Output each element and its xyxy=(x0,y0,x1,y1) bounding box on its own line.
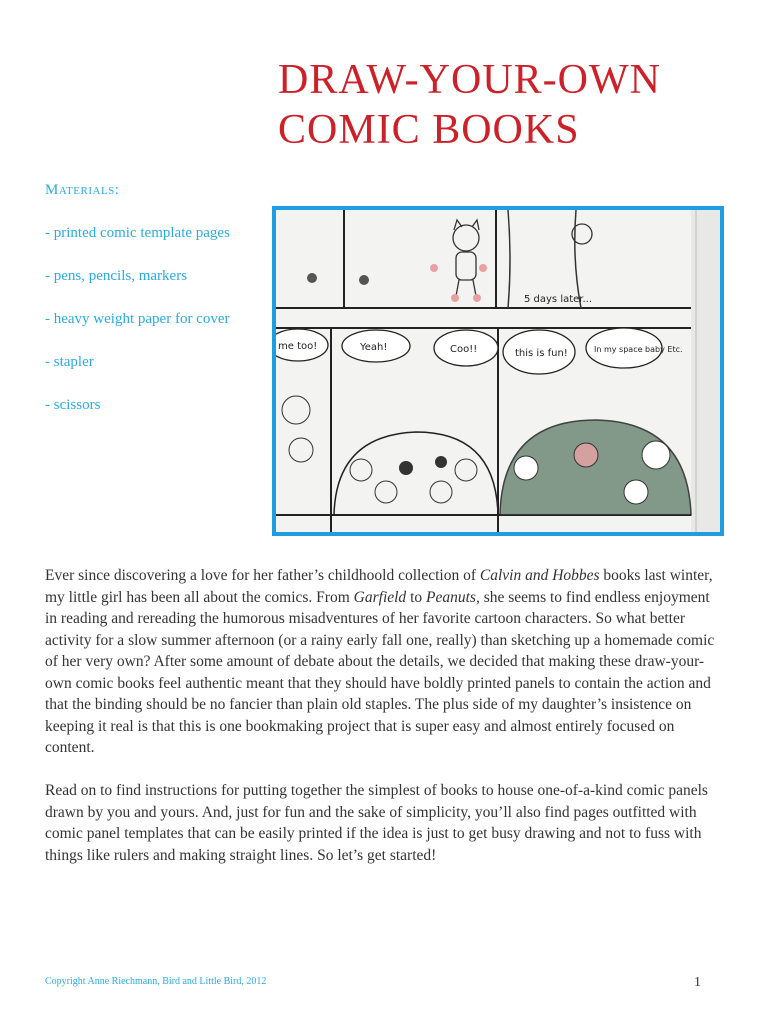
materials-section xyxy=(45,180,255,438)
materials-item: - heavy weight paper for cover xyxy=(45,311,230,327)
materials-item: - scissors xyxy=(45,397,101,413)
comic-drawing xyxy=(276,210,720,532)
page-title xyxy=(278,55,661,155)
balloon-text: this is fun! xyxy=(515,348,568,359)
text-run: , she seems to find endless enjoyment in reading and rereading the humorous misadventures of her favorite cartoon characters. So what better activity for a slow summer afternoon (or a rainy early fall one, really) than sketching up a homemade comic of her very own? After some amount of debate about the details, we decided that making these draw-your-own comic books feel authentic meant that they should have boldly printed panels to contain the action and that the binding should be no fancier than plain old staples. The plus side of my daughter’s insistence on keeping it real is that this is one bookmaking project that is super easy and almost entirely focused on content. xyxy=(45,588,715,756)
text-run: Ever since discovering a love for her father’s childhoold collection of xyxy=(45,567,480,584)
materials-list xyxy=(45,223,255,416)
book-title: Peanuts xyxy=(426,588,476,606)
materials-item: - pens, pencils, markers xyxy=(45,268,188,284)
book-title: Garfield xyxy=(353,588,407,606)
page-number: 1 xyxy=(694,975,701,990)
materials-item: - stapler xyxy=(45,354,94,370)
article-body xyxy=(45,565,715,888)
paragraph xyxy=(45,565,715,759)
text-run: to xyxy=(406,588,426,606)
comic-caption: 5 days later... xyxy=(524,294,593,305)
paragraph: Read on to find instructions for putting together the simplest of books to house one-of-a-kind comic panels drawn by you and yours. And, just for fun and the sake of simplicity, you’ll also find pages outfitted with comic panel templates that can be easily printed if the idea is just to get busy drawing and not to fuss with things like rulers and making straight lines. So let’s get started! xyxy=(45,782,708,864)
title-line-1: DRAW-YOUR-OWN xyxy=(278,57,661,103)
text-run: books last winter, my little girl has been all about the comics. From xyxy=(45,567,713,606)
balloon-text: me too! xyxy=(278,341,318,352)
materials-heading: Materials: xyxy=(45,182,120,198)
book-title: Calvin and Hobbes xyxy=(479,567,600,584)
balloon-text: Yeah! xyxy=(360,342,388,353)
copyright-notice: Copyright Anne Riechmann, Bird and Little Bird, 2012 xyxy=(45,976,267,987)
materials-item: - printed comic template pages xyxy=(45,225,230,241)
title-line-2: COMIC BOOKS xyxy=(278,107,580,153)
balloon-text: Coo!! xyxy=(450,344,478,355)
balloon-text: In my space baby Etc. xyxy=(594,345,683,354)
comic-photo xyxy=(272,206,724,536)
